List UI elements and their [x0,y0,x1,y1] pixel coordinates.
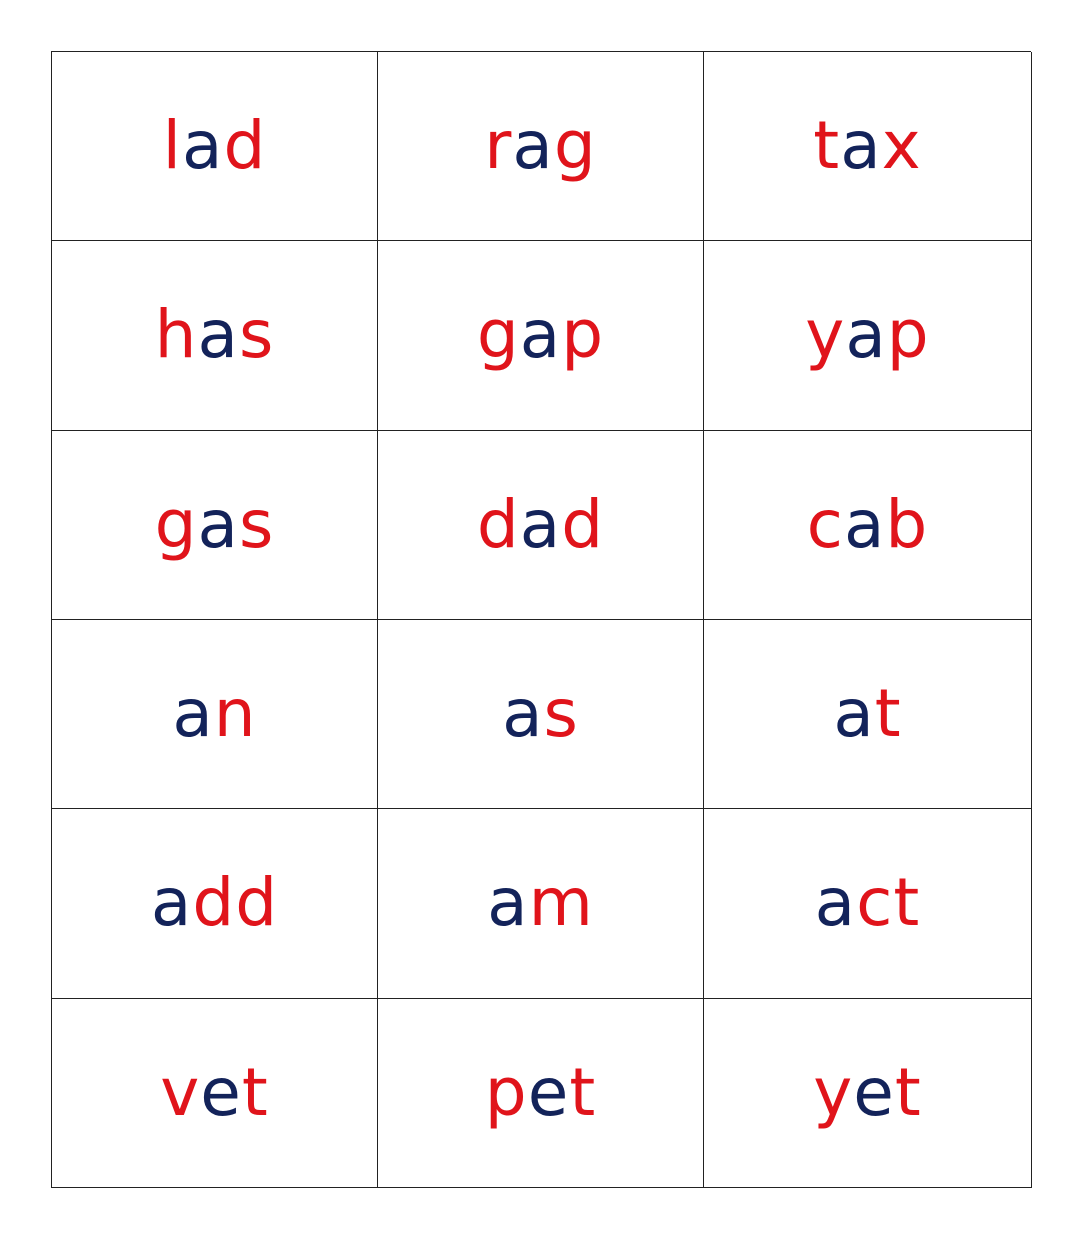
word-text [476,485,605,563]
word-card-rag [378,52,704,241]
consonant-letter: l [162,107,182,185]
word-text [813,1053,922,1131]
word-text [484,1053,597,1131]
consonant-letter: t [241,1053,269,1131]
vowel-letter: e [200,1053,242,1131]
vowel-letter: e [853,1053,895,1131]
vowel-letter: a [181,107,224,185]
vowel-letter: a [487,864,529,942]
word-card-yap [704,241,1032,430]
consonant-letter: v [160,1053,201,1131]
consonant-letter: n [213,675,257,753]
consonant-letter: y [805,296,846,374]
word-text [813,107,922,185]
word-card-an [52,620,378,809]
vowel-letter: a [172,675,214,753]
consonant-letter: t [874,675,902,753]
word-text [814,864,921,942]
word-text [160,1053,269,1131]
word-card-gap [378,241,704,430]
word-card-gas [52,431,378,620]
consonant-letter: s [238,485,275,563]
word-card-has [52,241,378,430]
consonant-letter: d [561,485,605,563]
word-card-pet [378,999,704,1188]
vowel-letter: a [814,864,857,942]
consonant-letter: s [543,675,579,753]
word-card-act [704,809,1032,998]
word-text [487,864,594,942]
word-card-vet [52,999,378,1188]
vowel-letter: a [845,296,887,374]
consonant-letter: c [806,485,844,563]
word-text [833,675,902,753]
consonant-letter: c [856,864,894,942]
consonant-letter: g [553,107,597,185]
word-text [162,107,267,185]
word-text [154,296,275,374]
vowel-letter: a [519,485,562,563]
vowel-letter: a [840,107,882,185]
word-text [476,296,605,374]
consonant-letter: d [223,107,267,185]
word-card-yet [704,999,1032,1188]
consonant-letter: y [813,1053,854,1131]
vowel-letter: a [512,107,554,185]
consonant-letter: d [235,864,279,942]
consonant-letter: t [893,864,921,942]
consonant-letter: d [192,864,236,942]
word-text [172,675,257,753]
consonant-letter: t [569,1053,597,1131]
word-text [806,485,929,563]
word-card-lad [52,52,378,241]
consonant-letter: m [528,864,594,942]
vowel-letter: a [197,485,239,563]
word-card-tax [704,52,1032,241]
vowel-letter: a [519,296,562,374]
word-card-add [52,809,378,998]
consonant-letter: h [154,296,198,374]
word-card-dad [378,431,704,620]
word-text [154,485,275,563]
word-card-at [704,620,1032,809]
consonant-letter: p [561,296,605,374]
vowel-letter: a [833,675,875,753]
consonant-letter: t [813,107,841,185]
consonant-letter: d [476,485,520,563]
word-card-am [378,809,704,998]
vowel-letter: a [197,296,239,374]
consonant-letter: r [484,107,513,185]
word-text [502,675,579,753]
vowel-letter: a [502,675,544,753]
word-card-cab [704,431,1032,620]
consonant-letter: s [238,296,275,374]
consonant-letter: g [154,485,198,563]
consonant-letter: p [886,296,930,374]
consonant-letter: t [894,1053,922,1131]
consonant-letter: b [885,485,929,563]
consonant-letter: p [484,1053,528,1131]
word-text [150,864,279,942]
vowel-letter: e [527,1053,570,1131]
word-card-grid [51,51,1031,1188]
consonant-letter: x [881,107,922,185]
word-text [805,296,930,374]
word-card-as [378,620,704,809]
vowel-letter: a [150,864,193,942]
consonant-letter: g [476,296,520,374]
word-text [484,107,597,185]
vowel-letter: a [843,485,886,563]
